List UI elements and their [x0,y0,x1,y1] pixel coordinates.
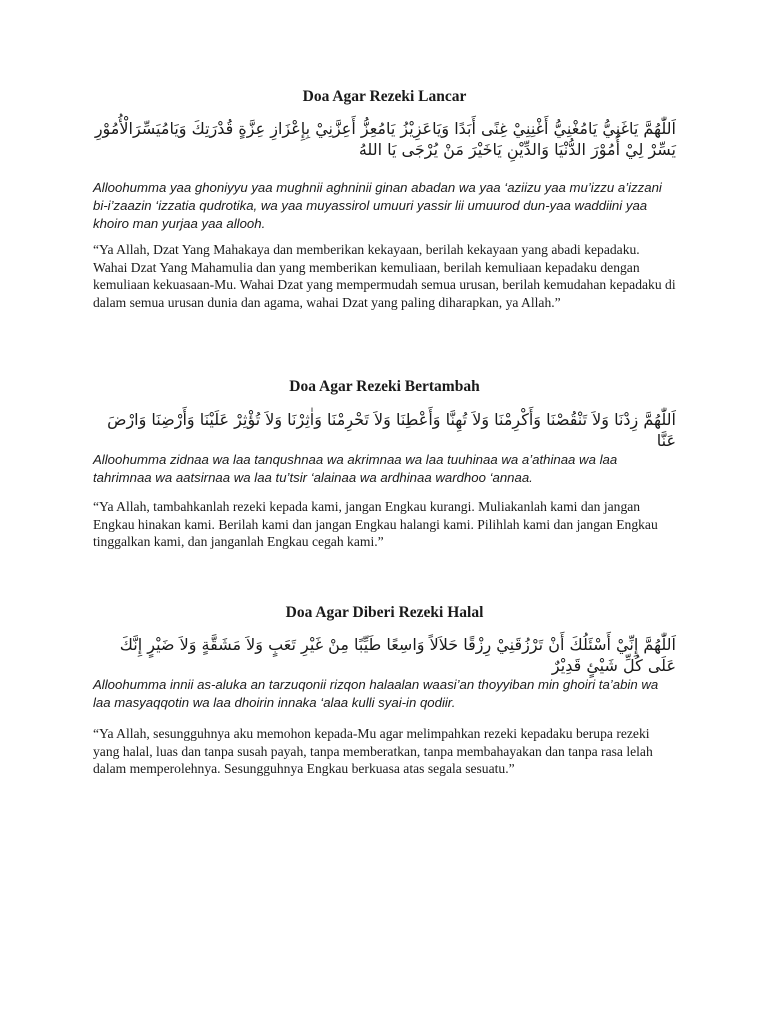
section-title: Doa Agar Rezeki Bertambah [289,378,480,395]
document-page [93,0,676,1024]
section-title: Doa Agar Rezeki Lancar [302,88,467,105]
latin-transliteration: Alloohumma zidnaa wa laa tanqushnaa wa akrimnaa wa laa tuuhinaa wa a’athinaa wa laa tahrimnaa wa aatsirnaa wa laa tu’tsir ‘alainaa wa ardhinaa wardhoo ‘annaa. [93,452,618,485]
section-title: Doa Agar Diberi Rezeki Halal [285,604,484,621]
arabic-prayer: اَللّٰهُمَّ يَاغَنِيُّ يَامُغْنِيُّ أَغْنِنِيْ غِنًى أَبَدًا وَيَاعَزِيْزُ يَامُعِزُّ أَعِزَّنِيْ بِإِعْزَازِ عِزَّةٍ قُدْرَتِكَ وَيَامُيَسِّرَالْأُمُوْرِ يَسِّرْ لِيْ أُمُوْرَ الدُّنْيَا وَالدِّيْنِ يَاخَيْرَ مَنْ يُرْجَى يَا اللهُ [94,119,676,159]
indonesian-translation: “Ya Allah, Dzat Yang Mahakaya dan memberikan kekayaan, berilah kekayaan yang abadi kepadaku. Wahai Dzat Yang Mahamulia dan yang memberikan kemuliaan, berilah kemuliaan kepadaku dengan kemuliaan kekuasaan-Mu. Wahai Dzat yang mempermudah semua urusan, berilah kemudahan kepadaku di dalam semua urusan dunia dan agama, wahai Dzat yang paling diharapkan, ya Allah.” [93,242,676,310]
indonesian-translation: “Ya Allah, sesungguhnya aku memohon kepada-Mu agar melimpahkan rezeki kepadaku berupa rezeki yang halal, luas dan tanpa susah payah, tanpa memberatkan, tanpa membahayakan dan tanpa rasa lelah dalam memperolehnya. Sesungguhnya Engkau berkuasa atas segala sesuatu.” [93,726,653,776]
latin-transliteration: Alloohumma innii as-aluka an tarzuqonii rizqon halaalan waasi’an thoyyiban min ghoiri ta’abin wa laa masyaqqotin wa laa dhoirin innaka ‘alaa kulli syai-in qodiir. [93,677,659,710]
arabic-prayer: اَللّٰهُمَّ إِنِّيْ أَسْئَلُكَ أَنْ تَرْزُقَنِيْ رِزْقًا حَلاَلاً وَاسِعًا طَيِّبًا مِنْ غَيْرِ تَعَبٍ وَلاَ مَشَقَّةٍ وَلاَ ضَيْرٍ إِنَّكَ عَلَى كُلِّ شَيْئٍ قَدِيْرٌ [119,635,676,675]
indonesian-translation: “Ya Allah, tambahkanlah rezeki kepada kami, jangan Engkau kurangi. Muliakanlah kami dan jangan Engkau hinakan kami. Berilah kami dan jangan Engkau halangi kami. Pilihlah kami dan jangan Engkau tinggalkan kami, dan janganlah Engkau cegah kami.” [93,499,658,549]
latin-transliteration: Alloohumma yaa ghoniyyu yaa mughnii aghninii ginan abadan wa yaa ‘aziizu yaa mu’izzu a’izzani bi-i’zaazin ‘izzatia qudrotika, wa yaa muyassirol umuuri yassir lii umuurod dun-yaa waddiini yaa khoiro man yurjaa yaa allooh. [93,180,662,231]
arabic-prayer: اَللّٰهُمَّ زِدْنَا وَلاَ تَنْقُصْنَا وَأَكْرِمْنَا وَلاَ تُهِنَّا وَأَعْطِنَا وَلاَ تَحْرِمْنَا وَاٰثِرْنَا وَلاَ تُؤْثِرْ عَلَيْنَا وَأَرْضِنَا وَارْضَ عَنَّا [107,410,676,450]
